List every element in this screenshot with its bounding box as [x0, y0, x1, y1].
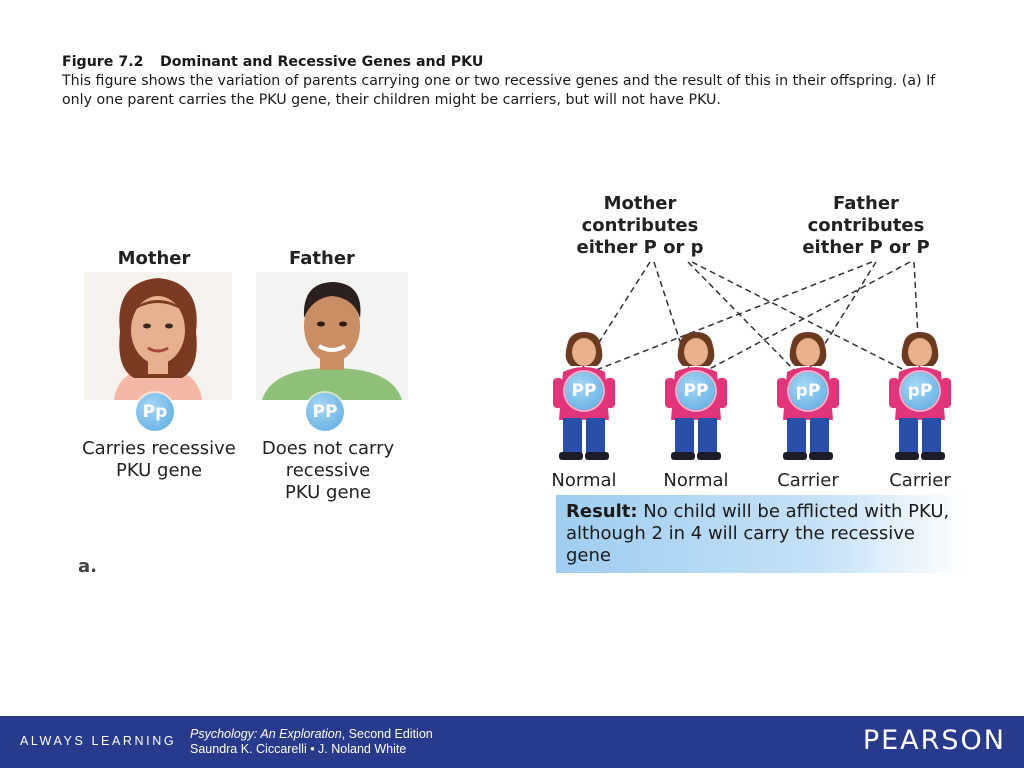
mother-desc-line-1: Carries recessive: [82, 438, 236, 459]
mother-contribution-line-1: Mother: [603, 193, 677, 214]
father-desc-line-3: PKU gene: [284, 482, 372, 503]
footer-book-info: [190, 727, 433, 757]
footer-book-title: Psychology: An Exploration: [190, 727, 342, 741]
child-genotype-badge: PP: [677, 372, 715, 410]
father-desc-line-1: Does not carry: [261, 438, 395, 459]
mother-contribution-line-3: either P or p: [576, 237, 704, 258]
figure-title: Dominant and Recessive Genes and PKU: [160, 54, 484, 70]
father-contribution-line-2: contributes: [807, 215, 925, 236]
result-lead: Result:: [566, 501, 638, 522]
child-status-label: Carrier: [889, 470, 951, 491]
mother-contribution-line-2: contributes: [581, 215, 699, 236]
child-status-label: Carrier: [777, 470, 839, 491]
result-box: [556, 495, 964, 573]
father-contribution-line-3: either P or P: [802, 237, 930, 258]
figure-description: This figure shows the variation of parents carrying one or two recessive genes and the result of this in their offspring. (a) If only one parent carries the PKU gene, their children might be carriers, but will not have PKU.: [62, 73, 936, 108]
child-genotype-badge: pP: [901, 372, 939, 410]
mother-label: Mother: [117, 248, 191, 269]
pearson-logo: PEARSON: [862, 725, 1006, 756]
footer-authors: Saundra K. Ciccarelli • J. Noland White: [190, 742, 407, 756]
father-desc-line-2: recessive: [285, 460, 371, 481]
father-genotype-badge: PP: [306, 393, 344, 431]
mother-genotype-badge: Pp: [136, 393, 174, 431]
result-text: No child will be afflicted with PKU, although 2 in 4 will carry the recessive gene: [566, 501, 950, 566]
figure-number: Figure 7.2: [62, 54, 144, 70]
father-contribution-line-1: Father: [833, 193, 899, 214]
footer-edition: , Second Edition: [341, 727, 433, 741]
child-status-label: Normal: [663, 470, 729, 491]
panel-label: a.: [78, 556, 97, 577]
child-genotype-badge: PP: [565, 372, 603, 410]
mother-desc-line-2: PKU gene: [115, 460, 203, 481]
child-status-label: Normal: [551, 470, 617, 491]
child-genotype-badge: pP: [789, 372, 827, 410]
father-label: Father: [289, 248, 355, 269]
footer-bar: [0, 716, 1024, 768]
footer-tagline: ALWAYS LEARNING: [20, 734, 177, 748]
